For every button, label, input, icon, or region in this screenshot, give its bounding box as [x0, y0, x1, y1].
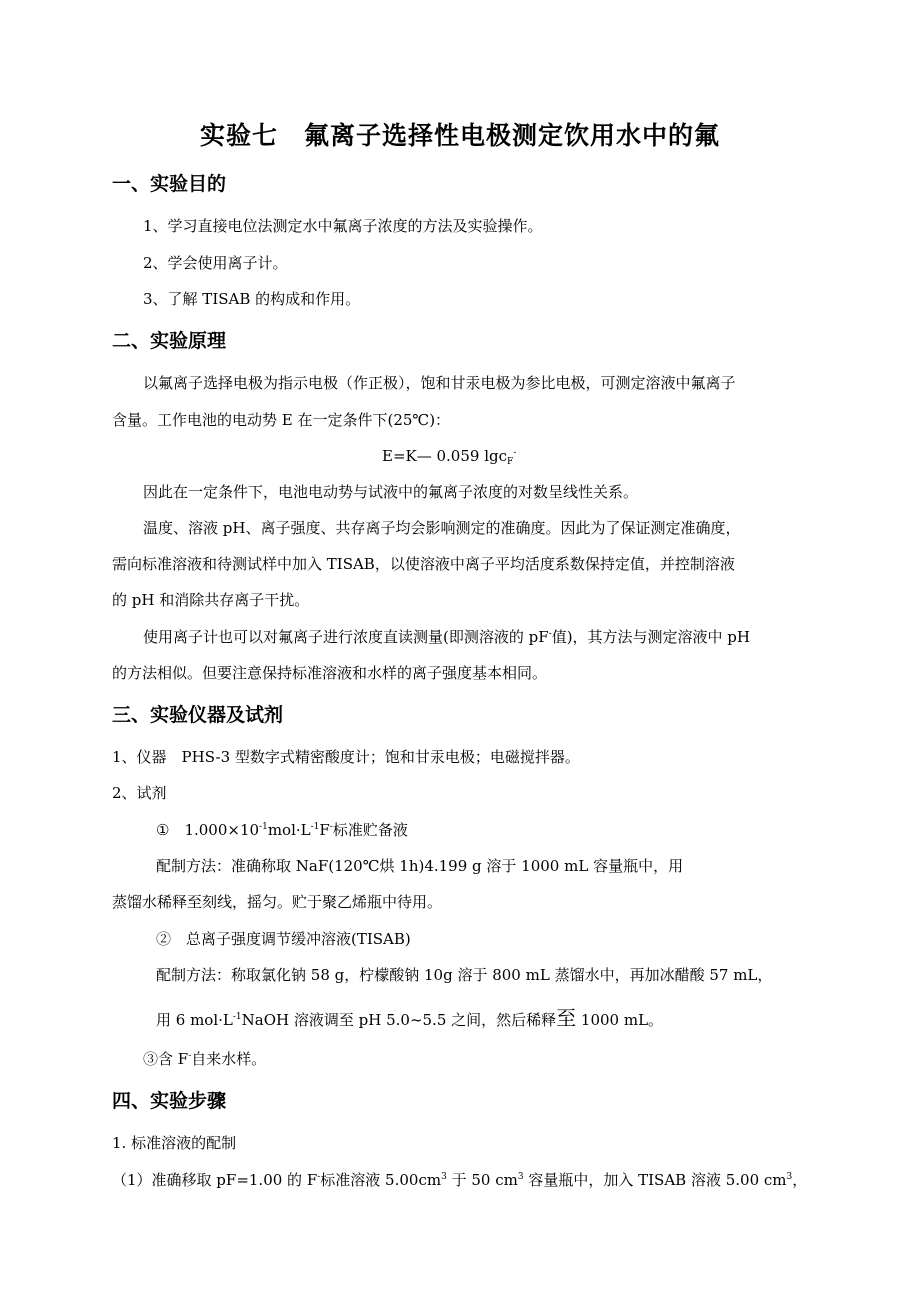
- r2m-text-b: NaOH 溶液调至 pH 5.0~5.5 之间，然后稀释: [241, 1011, 557, 1029]
- principle-p4-line1: [143, 627, 750, 647]
- formula-superscript: -: [513, 448, 517, 458]
- section-heading-procedure: 四、实验步骤: [112, 1090, 227, 1112]
- instrument-line: 1、仪器 PHS-3 型数字式精密酸度计；饱和甘汞电极；电磁搅拌器。: [112, 748, 580, 766]
- step1-sup-2: 3: [441, 1172, 447, 1182]
- reagent-2-method-line2: [156, 1008, 663, 1030]
- principle-p3-line2: 需向标准溶液和待测试样中加入 TISAB，以使溶液中离子平均活度系数保持定值，并控制溶液: [112, 555, 735, 573]
- page-title: 实验七 氟离子选择性电极测定饮用水中的氟: [199, 121, 720, 150]
- p4-text-a: 使用离子计也可以对氟离子进行浓度直读测量(即测溶液的 pF: [143, 628, 549, 646]
- r3-text-b: 自来水样。: [191, 1050, 267, 1068]
- step1-text-b: 标准溶液 5.00cm: [320, 1171, 442, 1189]
- r2m-text-c: 1000 mL。: [576, 1011, 664, 1029]
- p4-superscript: -: [548, 629, 552, 639]
- r1-text-b: mol·L: [267, 821, 311, 839]
- r2m-large-char: 至: [556, 1006, 577, 1030]
- section-heading-objectives: 一、实验目的: [112, 173, 227, 195]
- principle-p4-line2: 的方法相似。但要注意保持标准溶液和水样的离子强度基本相同。: [112, 664, 548, 682]
- r1-text-d: 标准贮备液: [332, 821, 408, 839]
- r3-text-a: ③含 F: [143, 1050, 189, 1068]
- principle-p1-line1: 以氟离子选择电极为指示电极（作正极），饱和甘汞电极为参比电极，可测定溶液中氟离子: [143, 374, 736, 392]
- objective-item-3: 3、了解 TISAB 的构成和作用。: [143, 290, 361, 308]
- nernst-formula: [382, 446, 516, 466]
- reagent-1-method-line2: 蒸馏水稀释至刻线，摇匀。贮于聚乙烯瓶中待用。: [112, 893, 443, 911]
- step1-text-c: 于 50 cm: [446, 1171, 518, 1189]
- formula-main: E=K— 0.059 lgc: [382, 447, 508, 465]
- r1-sup-1: -1: [259, 822, 268, 832]
- objective-item-2: 2、学会使用离子计。: [143, 254, 288, 272]
- principle-p3-line1: 温度、溶液 pH、离子强度、共存离子均会影响测定的准确度。因此为了保证测定准确度，: [143, 519, 741, 537]
- step1-text-e: ，: [792, 1171, 808, 1189]
- principle-p1-line2: 含量。工作电池的电动势 E 在一定条件下(25℃)：: [112, 411, 451, 429]
- reagent-2: ② 总离子强度调节缓冲溶液(TISAB): [156, 930, 411, 948]
- r2m-sup: -1: [232, 1012, 242, 1022]
- principle-p2: 因此在一定条件下，电池电动势与试液中的氟离子浓度的对数呈线性关系。: [143, 483, 639, 501]
- r1-sup-3: -: [329, 822, 333, 832]
- r1-text-c: F: [319, 821, 330, 839]
- reagent-1-method-line1: 配制方法：准确称取 NaF(120℃烘 1h)4.199 g 溶于 1000 mL 容量瓶中，用: [156, 857, 684, 875]
- section-heading-principle: 二、实验原理: [112, 330, 227, 352]
- section-heading-instruments: 三、实验仪器及试剂: [112, 704, 284, 726]
- reagent-1: [156, 820, 408, 840]
- reagent-3: [143, 1049, 266, 1069]
- reagent-label: 2、试剂: [112, 784, 167, 802]
- step1-sup-4: 3: [786, 1172, 793, 1182]
- step1-text-a: （1）准确移取 pF=1.00 的 F: [112, 1171, 318, 1189]
- step1-sup-3: 3: [517, 1172, 524, 1182]
- procedure-step-1: [112, 1170, 807, 1190]
- r2m-text-a: 用 6 mol·L: [156, 1011, 233, 1029]
- p4-text-b: 值)，其方法与测定溶液中 pH: [551, 628, 750, 646]
- objective-item-1: 1、学习直接电位法测定水中氟离子浓度的方法及实验操作。: [143, 217, 543, 235]
- r1-text-a: ① 1.000×10: [156, 821, 260, 839]
- reagent-2-method-line1: 配制方法：称取氯化钠 58 g，柠檬酸钠 10g 溶于 800 mL 蒸馏水中，再加冰醋酸 57 mL，: [156, 966, 773, 984]
- r1-sup-2: -1: [310, 822, 320, 832]
- step1-text-d: 容量瓶中，加入 TISAB 溶液 5.00 cm: [523, 1171, 787, 1189]
- r3-sup: -: [188, 1051, 192, 1061]
- formula-subscript: F: [507, 457, 514, 467]
- step1-sup-1: -: [317, 1172, 321, 1182]
- procedure-subheading-1: 1. 标准溶液的配制: [112, 1134, 237, 1152]
- principle-p3-line3: 的 pH 和消除共存离子干扰。: [112, 591, 310, 609]
